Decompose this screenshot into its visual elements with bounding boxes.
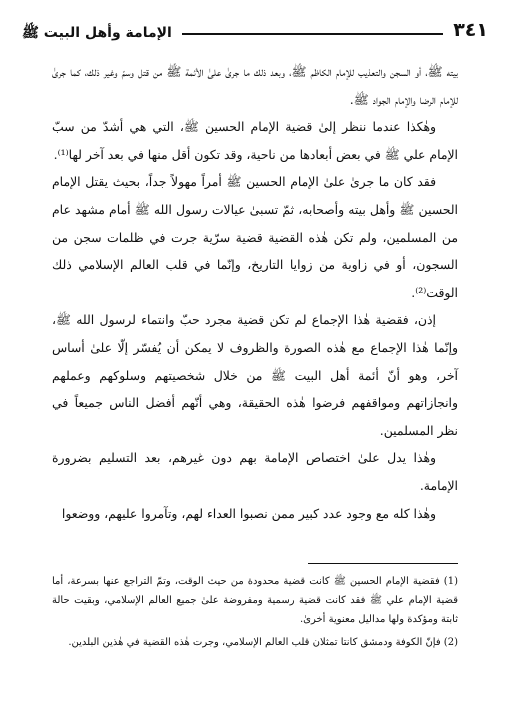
footnotes: [52, 572, 458, 656]
paragraph: وهٰذا كله مع وجود عدد كبير ممن نصبوا العداء لهم، وتآمروا عليهم، ووضعوا: [61, 505, 436, 521]
body-text: [52, 58, 458, 527]
paragraph: إذن، فقضية هٰذا الإجماع لم تكن قضية مجرد حبّ وانتماء لرسول الله ﷺ، وإنّما هٰذا الإجماع مع هٰذه الصورة والظروف لا يمكن أن يُفسّر إلّا علىٰ أساس آخر، وهو أنّ أئمة أهل البيت ﷺ من خلال شخصيتهم وسلوكهم وعملهم وانجازاتهم ومواقفهم فرضوا هٰذه الحقيقة، وهي أنّهم أفضل الناس جميعاً في نظر المسلمين.: [52, 312, 458, 438]
footnote: (2) فإنّ الكوفة ودمشق كانتا تمثلان قلب العالم الإسلامي، وجرت هٰذه القضية في هٰذين البلدين.: [68, 637, 458, 648]
paragraph: فقد كان ما جرىٰ علىٰ الإمام الحسين ﷺ أمراً مهولاً جداً، بحيث يقتل الإمام الحسين ﷺ وأهل بيته وأصحابه، ثمّ تسبىٰ عيالات رسول الله ﷺ أمام مشهد عام من المسلمين، ولم تكن هٰذه القضية قضية سرّية جرت في ظلمات سجن من السجون، أو في زاوية من زوايا التاريخ، وإنّما في قلب العالم الإسلامي ذلك الوقت⁽²⁾.: [52, 174, 458, 300]
footnote-separator: [308, 563, 458, 564]
page-number: ٣٤١: [453, 19, 488, 41]
paragraph: بيته ﷺ، أو السجن والتعذيب للإمام الكاظم ﷺ، وبعد ذلك ما جرىٰ علىٰ الأئمة ﷺ من قتل وسمّ وغير ذلك، كما جرىٰ للإمام الرضا والإمام الجواد ﷺ.: [52, 64, 458, 107]
paragraph: وهٰكذا عندما ننظر إلىٰ قضية الإمام الحسين ﷺ، التي هي أشدّ من سبّ الإمام علي ﷺ في بعض أبعادها من ناحية، وقد تكون أقل منها في بعد آخر لها⁽¹⁾.: [52, 119, 458, 162]
running-header: [22, 12, 488, 40]
footnote: (1) فقضية الإمام الحسين ﷺ كانت قضية محدودة من حيث الوقت، وتمّ التراجع عنها بسرعة، أما قضية الإمام علي ﷺ فقد كانت قضية رسمية ومفروضة علىٰ جميع العالم الإسلامي، وبقيت حالة ثابتة ومؤكدة ولها مداليل معنوية أخرىٰ.: [52, 576, 458, 625]
header-rule: [182, 33, 443, 35]
paragraph: وهٰذا يدل علىٰ اختصاص الإمامة بهم دون غيرهم، بعد التسليم بضرورة الإمامة.: [52, 450, 458, 493]
running-title: الإمامة وأهل البيت ﷺ: [22, 25, 172, 41]
